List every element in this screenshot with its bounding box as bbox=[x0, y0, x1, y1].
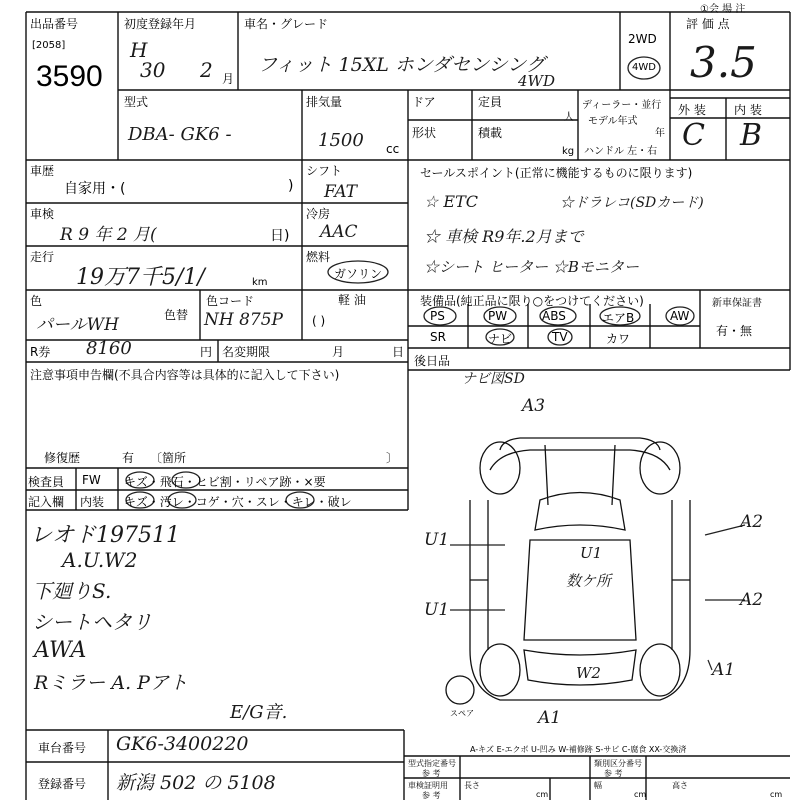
equipment-label: 装備品(純正品に限り○をつけてください) bbox=[420, 294, 644, 308]
cert-label: 車検証明用 bbox=[408, 781, 448, 790]
inspector-entry-label: 記入欄 bbox=[28, 495, 65, 509]
fuel-other: ( ) bbox=[312, 314, 326, 328]
equip-aw: AW bbox=[670, 309, 690, 323]
diag-a3: A3 bbox=[522, 396, 546, 416]
reg-value: 新潟 502 の 5108 bbox=[116, 772, 276, 794]
repaint-label: 色替 bbox=[164, 308, 189, 322]
name-label: 車名・グレード bbox=[244, 17, 329, 31]
inspection-value: R 9 年 2 月( bbox=[60, 225, 157, 245]
first-reg-label: 初度登録年月 bbox=[124, 17, 197, 31]
hw-note-2: A.U.W2 bbox=[62, 548, 138, 572]
inspector-label: 検査員 bbox=[28, 475, 65, 489]
load-label: 積載 bbox=[478, 126, 503, 140]
mileage-value: 19万7千5/1/ bbox=[76, 265, 205, 290]
height-label: 高さ bbox=[672, 781, 688, 790]
hw-note-4: シートヘタリ bbox=[32, 610, 152, 634]
color-value: パールWH bbox=[36, 315, 119, 335]
diag-u1-left-lower: U1 bbox=[424, 600, 450, 620]
first-reg-year: 30 bbox=[140, 58, 166, 82]
model-year-label: モデル年式 bbox=[588, 116, 638, 127]
category-ref: 参 考 bbox=[604, 769, 623, 778]
equip-ps: PS bbox=[430, 309, 445, 323]
cert-ref: 参 考 bbox=[422, 791, 441, 800]
score-value: 3.5 bbox=[690, 38, 757, 87]
designation-label: 型式指定番号 bbox=[408, 759, 456, 768]
equip-airbag: エアB bbox=[602, 311, 635, 325]
year-unit: 年 bbox=[655, 128, 665, 139]
sales-point-2: ☆ドラレコ(SDカード) bbox=[560, 195, 704, 211]
history-label: 車歴 bbox=[30, 164, 55, 178]
inspection-label: 車検 bbox=[30, 207, 55, 221]
handle-label: ハンドル 左・右 bbox=[584, 146, 658, 157]
shape-label: 形状 bbox=[412, 126, 437, 140]
first-reg-month-unit: 月 bbox=[222, 72, 235, 86]
diag-a1-right: A1 bbox=[712, 660, 736, 680]
diag-u1-left-upper: U1 bbox=[424, 530, 450, 550]
venue-note: ①会 場 注 bbox=[700, 4, 746, 15]
drive-hw: 4WD bbox=[518, 72, 555, 90]
inspection-day: 日) bbox=[270, 228, 290, 244]
capacity-label: 定員 bbox=[478, 95, 503, 109]
height-unit: cm bbox=[770, 790, 783, 799]
inspector-interior: 内装 bbox=[80, 495, 105, 509]
fuel-diesel: 軽 油 bbox=[338, 293, 366, 307]
fuel-label: 燃料 bbox=[306, 250, 331, 264]
warranty-label: 新車保証書 bbox=[712, 298, 762, 309]
car-name: フィット 15XL ホンダセンシング bbox=[258, 54, 545, 76]
drive-2wd: 2WD bbox=[628, 32, 657, 46]
interior-grade: B bbox=[740, 118, 763, 153]
recycle-yen: 円 bbox=[200, 345, 213, 359]
designation-ref: 参 考 bbox=[422, 769, 441, 778]
deadline-label: 名変期限 bbox=[222, 345, 271, 359]
width-unit: cm bbox=[634, 790, 647, 799]
diag-w2: W2 bbox=[576, 664, 601, 682]
equip-tv: TV bbox=[552, 330, 568, 344]
diag-a2-upper: A2 bbox=[740, 512, 764, 532]
diag-roof-note: 数ケ所 bbox=[566, 572, 612, 590]
sales-point-4: ☆シート ヒーター ☆Bモニター bbox=[424, 258, 639, 276]
diag-spare: スペア bbox=[450, 709, 474, 718]
shift-value: FAT bbox=[324, 182, 358, 202]
sales-points-label: セールスポイント(正常に機能するものに限ります) bbox=[420, 166, 693, 180]
mileage-label: 走行 bbox=[30, 250, 55, 264]
person-unit: 人 bbox=[564, 112, 574, 123]
inspector-row2: キズ・汚レ・コゲ・穴・スレ・キレ・破レ bbox=[124, 495, 352, 509]
warranty-value: 有・無 bbox=[716, 324, 753, 338]
diag-a1-bottom: A1 bbox=[538, 708, 562, 728]
hw-note-5: AWA bbox=[34, 638, 87, 663]
inspector-row1: キズ・飛石・ヒビ割・リペア跡・×要 bbox=[124, 475, 326, 489]
exterior-grade: C bbox=[682, 118, 705, 153]
equip-abs: ABS bbox=[542, 309, 566, 323]
displacement-label: 排気量 bbox=[306, 95, 343, 109]
color-code-value: NH 875P bbox=[204, 310, 283, 330]
hw-note-6: Rミラー A. Pアト bbox=[34, 672, 188, 694]
dealer-label: ディーラー・並行 bbox=[582, 100, 662, 111]
length-unit: cm bbox=[536, 790, 549, 799]
repair-value: 有 bbox=[122, 451, 135, 465]
sales-point-1: ☆ ETC bbox=[424, 192, 479, 211]
first-reg-month: 2 bbox=[200, 58, 213, 82]
diag-a2-lower: A2 bbox=[740, 590, 764, 610]
width-label: 幅 bbox=[594, 781, 602, 790]
model-label: 型式 bbox=[124, 95, 149, 109]
sales-point-3: ☆ 車検 R9年.2月まで bbox=[424, 227, 584, 246]
score-label: 評 価 点 bbox=[686, 17, 730, 31]
aircon-value: AAC bbox=[320, 222, 358, 242]
equip-sr: SR bbox=[430, 330, 446, 344]
recycle-value: 8160 bbox=[86, 338, 132, 359]
kg-unit: kg bbox=[562, 146, 575, 157]
drive-4wd: 4WD bbox=[632, 62, 656, 73]
fuel-gasoline: ガソリン bbox=[334, 267, 383, 281]
notes-label: 注意事項申告欄(不具合内容等は具体的に記入して下さい) bbox=[30, 368, 340, 382]
hw-note-7: E/G音. bbox=[230, 702, 288, 723]
equip-leather: カワ bbox=[606, 332, 631, 346]
equip-pw: PW bbox=[488, 309, 508, 323]
history-paren: ) bbox=[288, 178, 294, 194]
aircon-label: 冷房 bbox=[306, 207, 331, 221]
repair-label: 修復歴 bbox=[44, 451, 81, 465]
shift-label: シフト bbox=[306, 164, 343, 178]
aftermarket-label: 後日品 bbox=[414, 354, 451, 368]
lot-label: 出品番号 bbox=[30, 17, 79, 31]
history-value: 自家用・( bbox=[64, 181, 126, 197]
hw-note-3: 下廻りS. bbox=[32, 579, 112, 603]
repair-paren: 〔箇所 bbox=[150, 451, 187, 465]
model-value: DBA- GK6 - bbox=[128, 124, 232, 145]
diag-u1-roof: U1 bbox=[580, 544, 603, 562]
door-label: ドア bbox=[412, 95, 436, 109]
lot-sub: [2058] bbox=[32, 40, 66, 51]
first-reg-era: H bbox=[130, 38, 148, 62]
deadline-day: 日 bbox=[392, 345, 405, 359]
displacement-value: 1500 bbox=[318, 130, 364, 151]
damage-legend: A-キズ E-エクボ U-凹み W-補修跡 S-サビ C-腐食 XX-交換済 bbox=[470, 745, 687, 754]
inspector-fw: FW bbox=[82, 473, 101, 487]
hw-note-1: レオド197511 bbox=[30, 523, 180, 548]
color-label: 色 bbox=[30, 294, 43, 308]
color-code-label: 色コード bbox=[206, 294, 255, 308]
recycle-label: R券 bbox=[30, 345, 51, 359]
length-label: 長さ bbox=[464, 781, 480, 790]
aftermarket-value: ナビ図SD bbox=[462, 371, 525, 387]
mileage-unit: km bbox=[252, 277, 268, 288]
repair-close: 〕 bbox=[386, 451, 399, 465]
displacement-unit: cc bbox=[386, 142, 400, 156]
lot-number: 3590 bbox=[36, 60, 103, 93]
exterior-label: 外 装 bbox=[678, 103, 706, 117]
deadline-month: 月 bbox=[332, 345, 345, 359]
equip-navi: ナビ bbox=[488, 332, 513, 346]
reg-label: 登録番号 bbox=[38, 777, 87, 791]
chassis-label: 車台番号 bbox=[38, 741, 87, 755]
category-label: 類別区分番号 bbox=[594, 759, 642, 768]
chassis-value: GK6-3400220 bbox=[116, 733, 249, 755]
interior-label: 内 装 bbox=[734, 103, 762, 117]
